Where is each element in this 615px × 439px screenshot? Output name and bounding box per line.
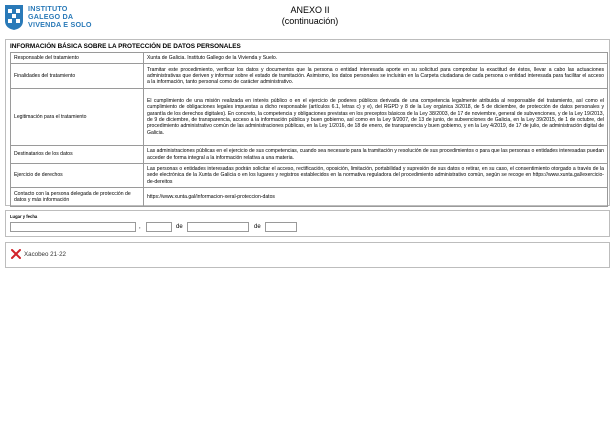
row-value: Xunta de Galicia. Instituto Gallego de la Vivienda y Suelo. [144,53,608,64]
xacobeo-text: Xacobeo 21·22 [24,250,66,258]
table-row [11,146,608,164]
igvs-logo [3,2,99,32]
row-label: Responsable del tratamiento [11,53,144,64]
de-separator-2: de [254,224,261,230]
row-label: Legitimación para el tratamiento [11,89,144,146]
annex-subtitle: (continuación) [281,16,339,26]
row-label: Ejercicio de derechos [11,164,144,188]
year-input[interactable] [265,222,297,232]
de-separator-1: de [176,224,183,230]
row-value: https://www.xunta.gal/informacion-xeral-proteccion-datos [144,188,608,207]
igvs-logo-icon [3,3,25,31]
table-row [11,64,608,89]
data-protection-title: INFORMACIÓN BÁSICA SOBRE LA PROTECCIÓN DE DATOS PERSONALES [10,43,241,50]
xacobeo-logo [11,249,66,259]
day-input[interactable] [146,222,172,232]
igvs-logo-text [28,5,92,30]
row-label: Finalidades del tratamiento [11,64,144,89]
row-value: Tramitar este procedimiento, verificar los datos y documentos que la persona o entidad interesada aporte en su solicitud para comprobar la exactitud de éstos, llevar a cabo las actuaciones administrativas que deriven y informar sobre el estado de tramitación. Asimismo, los datos personales se incluirán en la Carpeta ciudadana de cada persona o entidad interesada para facilitar el acceso a la información, tanto personal como de carácter administrativo. [144,64,608,89]
annex-heading [250,5,370,27]
table-row [11,89,608,146]
table-row [11,53,608,64]
footer-box [5,242,610,268]
place-date-label: Lugar y fecha [10,214,38,219]
table-row [11,188,608,207]
data-protection-table [10,52,608,207]
data-protection-section [5,39,610,206]
month-input[interactable] [187,222,249,232]
row-value: Las administraciones públicas en el ejercicio de sus competencias, cuando sea necesario para la tramitación y resolución de sus procedimientos o para que las personas o entidades interesadas puedan acceder de forma integral a la información relativa a una materia. [144,146,608,164]
xacobeo-icon [11,249,21,259]
logo-line-1: INSTITUTO [28,3,68,13]
logo-line-2: GALEGO DA [28,11,74,21]
place-input[interactable] [10,222,136,232]
place-date-section [5,210,610,237]
annex-title: ANEXO II [290,5,330,15]
comma-separator: , [139,224,141,230]
table-row [11,164,608,188]
row-label: Contacto con la persona delegada de protección de datos y más información [11,188,144,207]
row-value: Las personas o entidades interesadas podrán solicitar el acceso, rectificación, oposición, limitación, portabilidad y supresión de sus datos o retirar, en su caso, el consentimiento otorgado a través de la sede electrónica de la Xunta de Galicia o en los lugares y registros establecidos en la normativa reguladora del procedimiento administrativo común, según se recoge en https://www.xunta.gal/exercicio-de-dereitos [144,164,608,188]
row-value: El cumplimiento de una misión realizada en interés público o en el ejercicio de poderes públicos derivada de una competencia legalmente atribuida al responsable del tratamiento, así como el cumplimiento de obligaciones legales impuestas a dicho responsable (artículos 6.1, letras c) y e), del RGPD y 8 de la Ley orgánica 3/2018, de 5 de diciembre, de protección de datos personales y garantía de los derechos digitales). En concreto, la competencia y obligaciones previstas en los preceptos básicos de la Ley 38/2003, de 17 de noviembre, general de subvenciones, y de la Ley 19/2013, de 9 de diciembre, de transparencia, acceso a la información pública y buen gobierno, así como en la Ley 9/2007, de 13 de junio, de subvenciones de Galicia, en la Ley 39/2015, de 1 de octubre, del procedimiento administrativo común de las administraciones públicas, en la Ley 1/2016, de 18 de enero, de transparencia y buen gobierno, y en la Ley 4/2019, de 17 de julio, de administración digital de Galicia. [144,89,608,146]
row-label: Destinatarios de los datos [11,146,144,164]
logo-line-3: VIVENDA E SOLO [28,20,92,30]
